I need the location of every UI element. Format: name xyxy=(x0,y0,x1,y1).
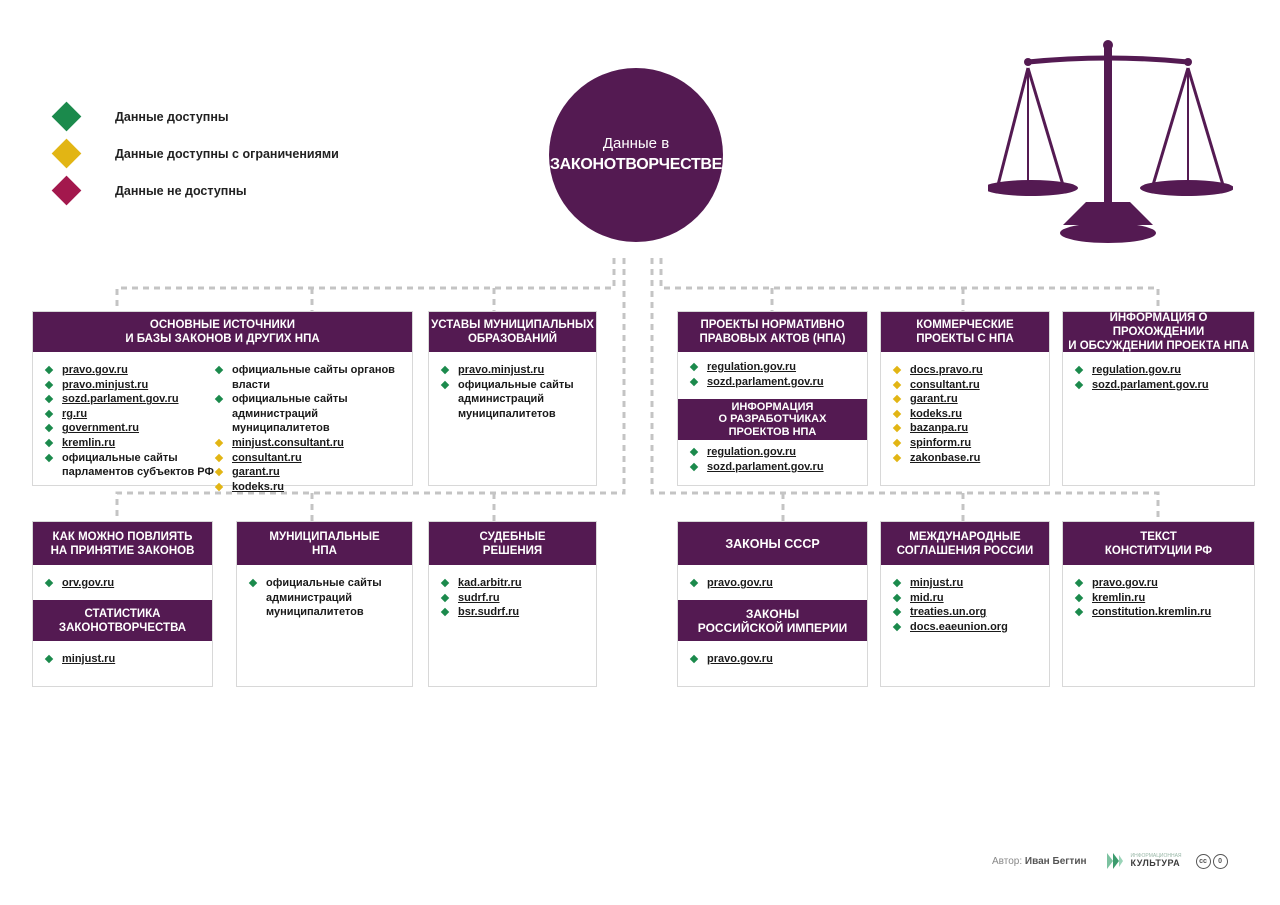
box-subheader xyxy=(678,600,867,641)
header-line: КАК МОЖНО ПОВЛИЯТЬ xyxy=(52,530,193,543)
source-list xyxy=(1063,565,1254,620)
yellow-diamond-icon xyxy=(215,483,223,491)
yellow-diamond-icon xyxy=(215,453,223,461)
source-list xyxy=(33,565,212,600)
source-link[interactable] xyxy=(215,480,410,495)
source-link[interactable] xyxy=(45,421,215,436)
yellow-diamond-icon xyxy=(893,439,901,447)
green-diamond-icon xyxy=(1075,380,1083,388)
box-header xyxy=(33,522,212,565)
author-prefix: Автор: xyxy=(992,855,1023,867)
source-link[interactable] xyxy=(893,363,1049,378)
header-line: СТАТИСТИКА xyxy=(84,607,161,620)
source-link[interactable] xyxy=(441,363,596,378)
source-list xyxy=(678,565,867,600)
source-text: bsr.sudrf.ru xyxy=(458,606,520,619)
green-diamond-icon xyxy=(893,593,901,601)
source-text: официальные сайты администраций муниципалитетов xyxy=(266,577,382,619)
source-link[interactable] xyxy=(893,407,1049,422)
yellow-diamond-icon xyxy=(893,395,901,403)
green-diamond-icon xyxy=(1075,608,1083,616)
source-text: regulation.gov.ru xyxy=(707,446,797,458)
box-subheader xyxy=(678,399,867,440)
header-line: РЕШЕНИЯ xyxy=(482,544,543,557)
source-text: официальные сайты органов власти xyxy=(232,364,395,391)
box-header xyxy=(237,522,412,565)
source-link[interactable] xyxy=(215,465,410,480)
source-text: sozd.parlament.gov.ru xyxy=(707,375,824,388)
source-text: pravo.gov.ru xyxy=(62,364,128,376)
green-diamond-icon xyxy=(45,395,53,403)
source-link[interactable] xyxy=(441,605,596,620)
center-title-line2: ЗАКОНОТВОРЧЕСТВЕ xyxy=(549,156,723,173)
source-text: consultant.ru xyxy=(232,451,302,464)
green-diamond-icon xyxy=(45,410,53,418)
source-text: kremlin.ru xyxy=(62,436,116,449)
source-text: sozd.parlament.gov.ru xyxy=(1092,378,1209,391)
green-diamond-icon xyxy=(1075,593,1083,601)
green-diamond-icon xyxy=(690,448,698,456)
source-link[interactable] xyxy=(893,451,1049,466)
source-link[interactable] xyxy=(893,591,1049,606)
green-diamond-icon xyxy=(690,579,698,587)
header-line: ПРАВОВЫХ АКТОВ (НПА) xyxy=(699,333,846,345)
source-item xyxy=(215,392,410,436)
box-municipal-charters xyxy=(428,311,597,486)
header-line: ЗАКОНЫ xyxy=(745,606,800,621)
source-link[interactable] xyxy=(690,375,867,390)
legend-label: Данные доступны xyxy=(115,109,229,124)
source-link[interactable] xyxy=(690,360,867,375)
source-link[interactable] xyxy=(893,620,1049,635)
source-list xyxy=(881,352,1049,465)
source-text: pravo.minjust.ru xyxy=(458,364,545,376)
source-text: garant.ru xyxy=(232,466,280,479)
header-line: КОНСТИТУЦИИ РФ xyxy=(1104,544,1213,557)
source-list xyxy=(678,440,867,474)
source-link[interactable] xyxy=(893,378,1049,393)
author-credit xyxy=(992,856,1087,867)
source-text: kodeks.ru xyxy=(910,407,962,420)
header-line: ОБРАЗОВАНИЙ xyxy=(467,333,558,345)
source-text: pravo.gov.ru xyxy=(1092,577,1158,589)
source-text: mid.ru xyxy=(910,591,944,604)
source-text: docs.eaeunion.org xyxy=(910,620,1008,633)
yellow-diamond-icon xyxy=(215,468,223,476)
source-text: pravo.minjust.ru xyxy=(62,378,149,391)
header-line: НА ПРИНЯТИЕ ЗАКОНОВ xyxy=(50,544,195,557)
box-international xyxy=(880,521,1050,687)
source-text: pravo.gov.ru xyxy=(707,653,773,665)
source-link[interactable] xyxy=(893,436,1049,451)
source-list xyxy=(237,565,412,620)
source-list xyxy=(33,641,212,667)
source-link[interactable] xyxy=(1075,363,1254,378)
source-text: bazanpa.ru xyxy=(910,422,969,435)
box-constitution xyxy=(1062,521,1255,687)
source-link[interactable] xyxy=(45,652,212,667)
source-link[interactable] xyxy=(893,605,1049,620)
green-diamond-icon xyxy=(893,608,901,616)
source-text: regulation.gov.ru xyxy=(707,361,797,373)
header-line: И БАЗЫ ЗАКОНОВ И ДРУГИХ НПА xyxy=(125,333,320,345)
header-line: МЕЖДУНАРОДНЫЕ xyxy=(909,530,1021,543)
header-line: МУНИЦИПАЛЬНЫЕ xyxy=(269,530,380,543)
infoculture-logo-icon xyxy=(1105,851,1125,871)
header-line: ОСНОВНЫЕ ИСТОЧНИКИ xyxy=(149,319,296,331)
source-link[interactable] xyxy=(45,363,215,378)
source-link[interactable] xyxy=(45,576,212,591)
green-diamond-icon xyxy=(690,363,698,371)
source-text: kodeks.ru xyxy=(232,480,284,493)
box-header xyxy=(429,312,596,352)
source-text: pravo.gov.ru xyxy=(707,577,773,589)
source-link[interactable] xyxy=(893,392,1049,407)
green-diamond-icon xyxy=(45,380,53,388)
header-line: СОГЛАШЕНИЯ РОССИИ xyxy=(896,544,1034,557)
yellow-diamond-icon xyxy=(893,410,901,418)
source-text: официальные сайты администраций муниципалитетов xyxy=(232,393,348,435)
creative-commons-badge[interactable] xyxy=(1196,854,1230,869)
box-header xyxy=(678,522,867,565)
green-diamond-icon xyxy=(215,366,223,374)
logo-small-text: ИНФОРМАЦИОННАЯ xyxy=(1130,853,1182,859)
green-diamond-icon xyxy=(441,608,449,616)
green-diamond-icon xyxy=(441,366,449,374)
source-item xyxy=(441,378,596,422)
source-text: minjust.ru xyxy=(910,577,964,589)
source-text: docs.pravo.ru xyxy=(910,364,983,376)
infoculture-logo[interactable] xyxy=(1105,851,1182,871)
header-line: ПРОЕКТЫ С НПА xyxy=(916,333,1014,345)
green-diamond-icon xyxy=(45,579,53,587)
legend-label: Данные доступны с ограничениями xyxy=(115,146,339,161)
source-text: orv.gov.ru xyxy=(62,577,115,589)
source-link[interactable] xyxy=(1075,605,1254,620)
green-diamond-icon xyxy=(441,593,449,601)
source-text: kremlin.ru xyxy=(1092,591,1146,604)
cc-zero-icon: 0 xyxy=(1213,854,1228,869)
legend-label: Данные не доступны xyxy=(115,183,247,198)
box-municipal-npa xyxy=(236,521,413,687)
green-diamond-icon xyxy=(441,380,449,388)
source-link[interactable] xyxy=(215,436,410,451)
header-line: И ОБСУЖДЕНИИ ПРОЕКТА НПА xyxy=(1068,340,1249,352)
box-discussion xyxy=(1062,311,1255,486)
green-diamond-icon xyxy=(45,439,53,447)
header-line: ЗАКОНЫ СССР xyxy=(725,536,820,551)
green-diamond-icon xyxy=(1075,579,1083,587)
yellow-diamond-icon xyxy=(893,453,901,461)
box-commercial xyxy=(880,311,1050,486)
green-diamond-icon xyxy=(690,655,698,663)
green-diamond-icon xyxy=(45,366,53,374)
source-link[interactable] xyxy=(45,407,215,422)
green-diamond-icon xyxy=(441,579,449,587)
header-line: КОММЕРЧЕСКИЕ xyxy=(916,319,1014,331)
source-text: regulation.gov.ru xyxy=(1092,364,1182,376)
box-header xyxy=(1063,312,1254,352)
source-link[interactable] xyxy=(45,392,215,407)
source-text: garant.ru xyxy=(910,393,958,406)
source-text: sudrf.ru xyxy=(458,591,500,604)
box-header xyxy=(429,522,596,565)
box-influence xyxy=(32,521,213,687)
source-link[interactable] xyxy=(690,445,867,460)
cc-icon: cc xyxy=(1196,854,1211,869)
source-list xyxy=(678,352,867,399)
header-line: ИНФОРМАЦИЯ xyxy=(731,400,814,413)
green-diamond-icon xyxy=(45,655,53,663)
source-link[interactable] xyxy=(45,436,215,451)
header-line: РОССИЙСКОЙ ИМПЕРИИ xyxy=(697,620,848,635)
green-diamond-icon xyxy=(215,395,223,403)
footer xyxy=(992,851,1230,871)
source-text: minjust.ru xyxy=(62,653,116,665)
source-link[interactable] xyxy=(441,576,596,591)
header-line: СУДЕБНЫЕ xyxy=(479,530,546,543)
source-link[interactable] xyxy=(1075,591,1254,606)
header-line: НПА xyxy=(312,544,337,557)
source-item xyxy=(249,576,404,620)
header-line: ЗАКОНОТВОРЧЕСТВА xyxy=(58,621,187,634)
source-link[interactable] xyxy=(441,591,596,606)
source-text: consultant.ru xyxy=(910,378,980,391)
source-link[interactable] xyxy=(1075,576,1254,591)
header-line: ПРОЕКТОВ НПА xyxy=(728,425,817,438)
box-header xyxy=(1063,522,1254,565)
source-text: constitution.kremlin.ru xyxy=(1092,606,1212,619)
source-link[interactable] xyxy=(690,576,867,591)
source-text: government.ru xyxy=(62,422,140,435)
box-header xyxy=(881,522,1049,565)
source-list xyxy=(1063,352,1254,392)
logo-big-text: КУЛЬТУРА xyxy=(1130,858,1181,868)
source-text: minjust.consultant.ru xyxy=(232,436,344,449)
source-link[interactable] xyxy=(45,378,215,393)
green-diamond-icon xyxy=(893,579,901,587)
box-ussr xyxy=(677,521,868,687)
green-diamond-icon xyxy=(690,377,698,385)
source-link[interactable] xyxy=(215,451,410,466)
green-diamond-icon xyxy=(45,453,53,461)
yellow-diamond-icon xyxy=(893,380,901,388)
source-text: zakonbase.ru xyxy=(910,451,981,464)
source-list xyxy=(881,565,1049,634)
green-diamond-icon xyxy=(893,623,901,631)
source-link[interactable] xyxy=(893,576,1049,591)
header-line: О РАЗРАБОТЧИКАХ xyxy=(718,413,827,426)
source-link[interactable] xyxy=(690,652,867,667)
box-court xyxy=(428,521,597,687)
source-item xyxy=(45,451,215,480)
source-link[interactable] xyxy=(690,460,867,475)
source-text: kad.arbitr.ru xyxy=(458,577,522,589)
source-list xyxy=(215,352,410,494)
source-link[interactable] xyxy=(893,421,1049,436)
author-name: Иван Бегтин xyxy=(1024,855,1087,867)
yellow-diamond-icon xyxy=(893,424,901,432)
source-text: spinform.ru xyxy=(910,436,972,449)
source-text: treaties.un.org xyxy=(910,606,987,619)
box-subheader xyxy=(33,600,212,641)
box-main-sources xyxy=(32,311,413,493)
green-diamond-icon xyxy=(45,424,53,432)
header-line: УСТАВЫ МУНИЦИПАЛЬНЫХ xyxy=(431,319,594,331)
source-text: rg.ru xyxy=(62,407,88,420)
source-item xyxy=(215,363,410,392)
source-list xyxy=(33,352,215,494)
source-list xyxy=(429,352,596,421)
yellow-diamond-icon xyxy=(893,366,901,374)
source-text: официальные сайты администраций муниципалитетов xyxy=(458,378,574,420)
source-text: sozd.parlament.gov.ru xyxy=(62,393,179,406)
header-line: ИНФОРМАЦИЯ О ПРОХОЖДЕНИИ xyxy=(1109,312,1208,338)
center-title-line1: Данные в xyxy=(602,135,670,152)
box-header xyxy=(678,312,867,352)
box-header xyxy=(33,312,412,352)
green-diamond-icon xyxy=(249,579,257,587)
source-text: sozd.parlament.gov.ru xyxy=(707,460,824,473)
header-line: ПРОЕКТЫ НОРМАТИВНО xyxy=(700,319,845,331)
source-list xyxy=(678,641,867,667)
green-diamond-icon xyxy=(690,462,698,470)
header-line: ТЕКСТ xyxy=(1140,530,1177,543)
source-text: официальные сайты парламентов субъектов РФ xyxy=(62,451,214,479)
source-link[interactable] xyxy=(1075,378,1254,393)
yellow-diamond-icon xyxy=(215,439,223,447)
source-list xyxy=(429,565,596,620)
box-draft-acts xyxy=(677,311,868,486)
box-header xyxy=(881,312,1049,352)
green-diamond-icon xyxy=(1075,366,1083,374)
